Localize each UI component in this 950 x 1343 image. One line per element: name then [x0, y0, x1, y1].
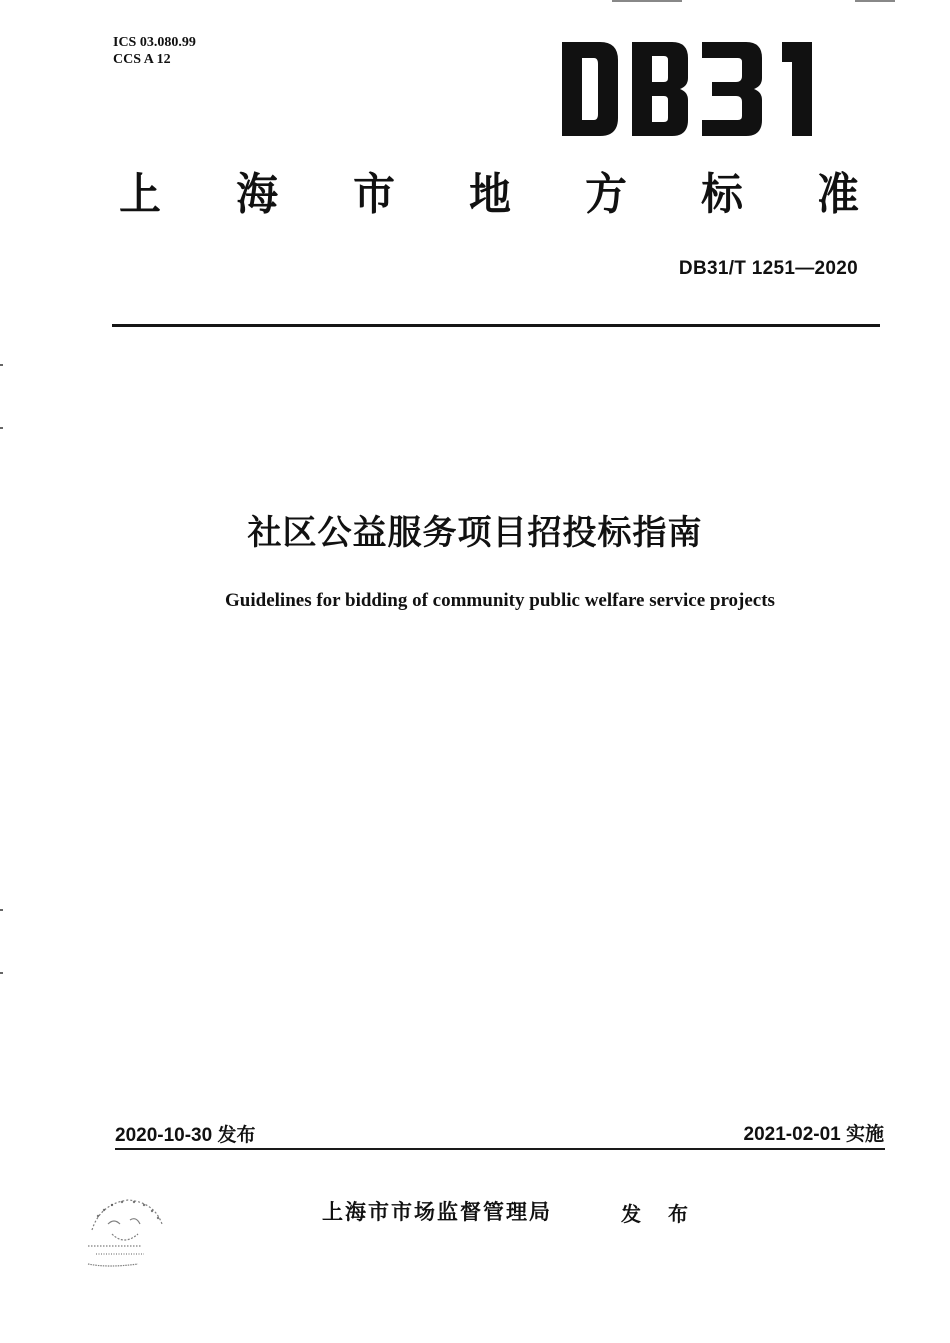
heading-char: 上 — [119, 169, 161, 220]
margin-mark — [0, 972, 3, 974]
bottom-divider — [115, 1148, 885, 1150]
title-chinese: 社区公益服务项目招投标指南 — [247, 513, 703, 553]
heading-char: 海 — [236, 169, 278, 220]
scan-artifact-top — [612, 0, 682, 2]
ccs-code: CCS A 12 — [113, 52, 171, 67]
ics-code: ICS 03.080.99 — [113, 35, 196, 50]
issue-label: 发 布 — [621, 1202, 698, 1226]
margin-mark — [0, 427, 3, 429]
implement-date: 2021-02-01 实施 — [743, 1124, 884, 1145]
publish-date: 2020-10-30 发布 — [115, 1125, 256, 1146]
margin-mark — [0, 364, 3, 366]
issuing-authority: 上海市市场监督管理局 — [322, 1200, 552, 1224]
heading-char: 标 — [701, 169, 743, 220]
standard-type-heading — [118, 165, 868, 229]
top-divider — [112, 324, 880, 327]
standard-number: DB31/T 1251—2020 — [678, 258, 858, 279]
heading-char: 方 — [585, 169, 627, 220]
title-english: Guidelines for bidding of community public welfare service projects — [225, 590, 775, 611]
db31-logo — [560, 40, 825, 140]
scan-artifact-top — [855, 0, 895, 2]
heading-char: 地 — [469, 169, 511, 220]
heading-char: 准 — [817, 169, 859, 220]
seal-stamp — [78, 1190, 178, 1282]
classification-codes — [113, 34, 196, 68]
heading-char: 市 — [353, 169, 395, 220]
margin-mark — [0, 909, 3, 911]
